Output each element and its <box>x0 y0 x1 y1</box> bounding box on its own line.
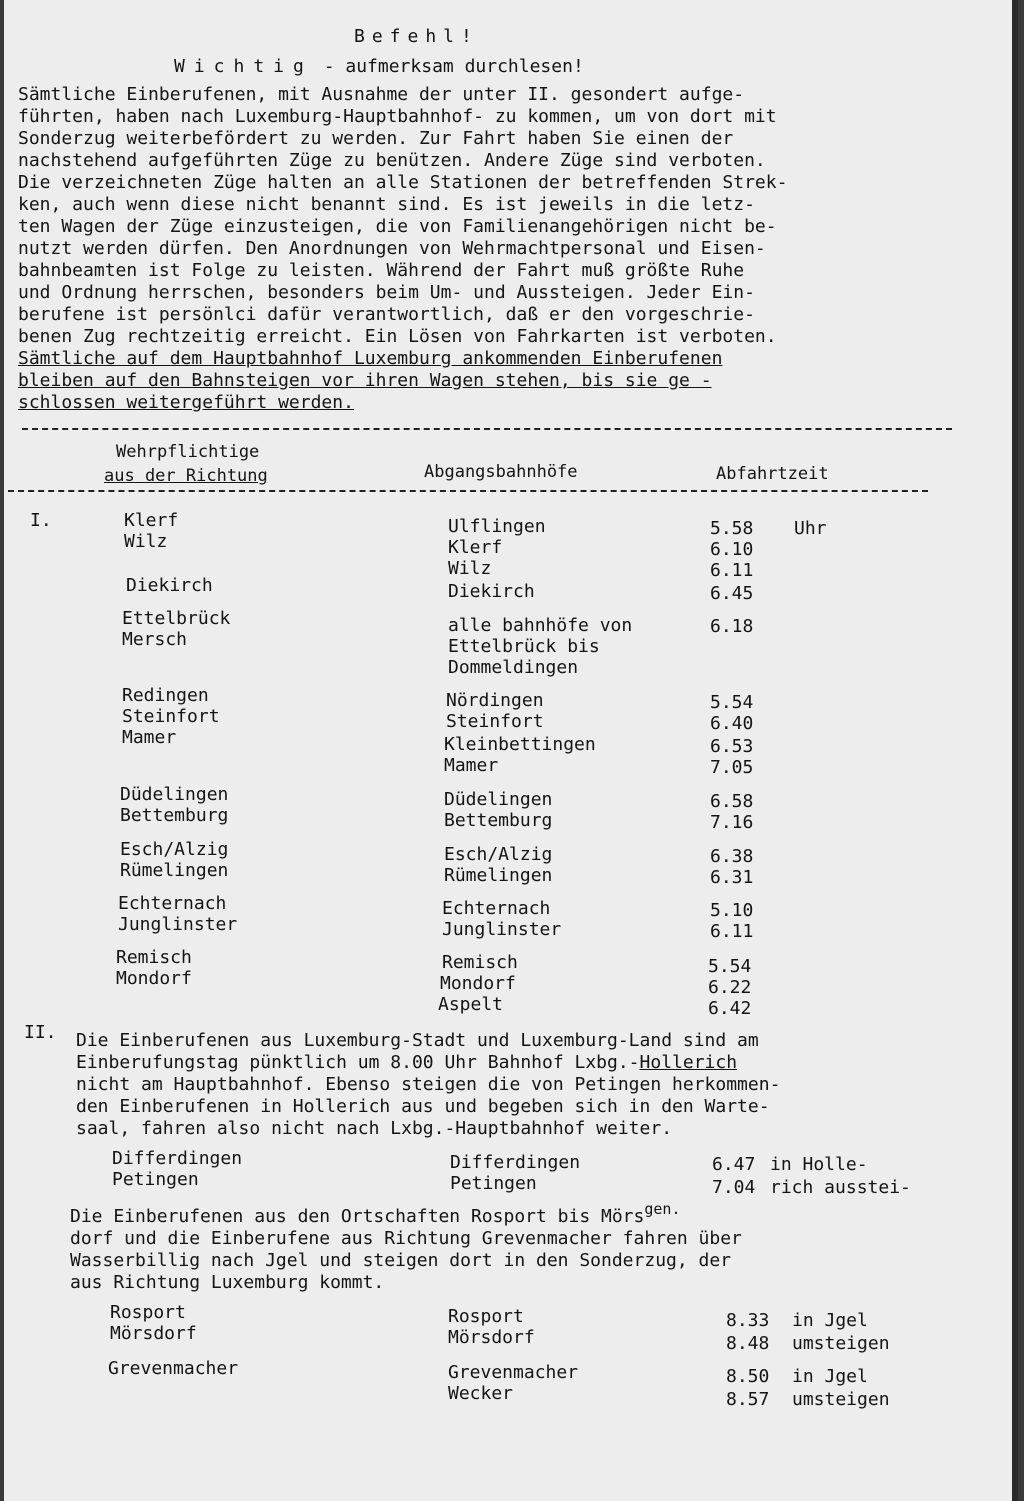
departure-time: 6.22 <box>708 977 752 998</box>
station-name: Mondorf <box>440 973 516 994</box>
intro-underlined-line: Sämtliche auf dem Hauptbahnhof Luxemburg ankommenden Einberufenen <box>18 348 723 369</box>
direction-name: Remisch <box>116 947 192 968</box>
time-note: umsteigen <box>792 1333 890 1354</box>
station-name: Aspelt <box>438 994 504 1015</box>
station-name: Diekirch <box>448 581 535 602</box>
intro-line: ten Wagen der Züge einzusteigen, die von Familienangehörigen nicht be- <box>18 216 777 237</box>
direction-name: Mondorf <box>116 968 192 989</box>
direction-name: Grevenmacher <box>108 1358 239 1379</box>
section-label: I. <box>30 510 52 531</box>
direction-name: Steinfort <box>122 706 220 727</box>
station-name: Grevenmacher <box>448 1362 579 1383</box>
departure-time: 6.10 <box>710 539 754 560</box>
header-col1-line1: Wehrpflichtige <box>116 442 260 462</box>
departure-time: 7.16 <box>710 812 754 833</box>
direction-name: Rosport <box>110 1302 186 1323</box>
hollerich-underlined: Hollerich <box>639 1052 738 1073</box>
station-name: Petingen <box>450 1173 537 1194</box>
intro-line: Die verzeichneten Züge halten an alle Stationen der betreffenden Strek- <box>18 172 788 193</box>
direction-name: Ettelbrück <box>122 608 231 629</box>
station-name: Differdingen <box>450 1152 581 1173</box>
subheading-emphasis: Wichtig <box>174 56 313 77</box>
intro-line: benen Zug rechtzeitig erreicht. Ein Lösen von Fahrkarten ist verboten. <box>18 326 777 347</box>
section3-paragraph <box>70 1200 970 1294</box>
header-col3: Abfahrtzeit <box>716 464 829 484</box>
document-sheet <box>4 0 1018 1501</box>
intro-line: ken, auch wenn diese nicht benannt sind. Es ist jeweils in die letz- <box>18 194 755 215</box>
section-label: II. <box>24 1022 57 1043</box>
station-name: Düdelingen <box>444 789 553 810</box>
departure-time: 8.33 <box>726 1310 770 1331</box>
section2-line: nicht am Hauptbahnhof. Ebenso steigen die von Petingen herkommen- <box>76 1074 781 1095</box>
departure-time: 6.53 <box>710 736 754 757</box>
station-name: Rümelingen <box>444 865 553 886</box>
document-heading: Befehl! <box>354 26 479 47</box>
intro-underlined-line: bleiben auf den Bahnsteigen vor ihren Wagen stehen, bis sie ge - <box>18 370 712 391</box>
station-name: Junglinster <box>442 919 562 940</box>
section3-line: aus Richtung Luxemburg kommt. <box>70 1272 385 1293</box>
header-col1-line2: aus der Richtung <box>104 466 268 486</box>
departure-time: 8.50 <box>726 1366 770 1387</box>
intro-line: nachstehend aufgeführten Züge zu benützen. Andere Züge sind verboten. <box>18 150 766 171</box>
departure-time: 6.31 <box>710 867 754 888</box>
departure-time: 8.48 <box>726 1333 770 1354</box>
direction-name: Mamer <box>122 727 177 748</box>
page-edge-shadow <box>1012 0 1018 1501</box>
departure-time: 6.11 <box>710 560 754 581</box>
section2-line: saal, fahren also nicht nach Lxbg.-Hauptbahnhof weiter. <box>76 1118 673 1139</box>
departure-time: 6.40 <box>710 713 754 734</box>
direction-name: Mersch <box>122 629 188 650</box>
station-name: Mörsdorf <box>448 1327 535 1348</box>
departure-time: 5.58 <box>710 518 754 539</box>
station-name: Ulflingen <box>448 516 546 537</box>
direction-name: Differdingen <box>112 1148 243 1169</box>
station-name: Klerf <box>448 537 503 558</box>
intro-line: führten, haben nach Luxemburg-Hauptbahnhof- zu kommen, um von dort mit <box>18 106 777 127</box>
departure-time: 6.11 <box>710 921 754 942</box>
departure-time: 6.38 <box>710 846 754 867</box>
intro-line: berufene ist persönlci dafür verantwortlich, daß er den vorgeschrie- <box>18 304 755 325</box>
direction-name: Klerf <box>124 510 179 531</box>
time-note: umsteigen <box>792 1389 890 1410</box>
departure-time: 7.05 <box>710 757 754 778</box>
section3-line: Wasserbillig nach Jgel und steigen dort in den Sonderzug, der <box>70 1250 732 1271</box>
departure-time: 6.47 <box>712 1154 756 1175</box>
document-subheading <box>174 56 584 77</box>
intro-line: nutzt werden dürfen. Den Anordnungen von Wehrmachtpersonal und Eisen- <box>18 238 766 259</box>
dashed-rule-header <box>8 490 928 492</box>
departure-time: 8.57 <box>726 1389 770 1410</box>
section3-line: Die Einberufenen aus den Ortschaften Rosport bis Mörs$^{gen.}$ <box>70 1200 681 1227</box>
direction-name: Wilz <box>124 531 168 552</box>
intro-line: bahnbeamten ist Folge zu leisten. Während der Fahrt muß größte Ruhe <box>18 260 745 281</box>
direction-name: Düdelingen <box>120 784 229 805</box>
intro-line: Sonderzug weiterbefördert zu werden. Zur Fahrt haben Sie einen der <box>18 128 734 149</box>
station-name: Nördingen <box>446 690 544 711</box>
station-name: Kleinbettingen <box>444 734 596 755</box>
direction-name: Petingen <box>112 1169 199 1190</box>
direction-name: Redingen <box>122 685 209 706</box>
time-note: in Jgel <box>792 1310 868 1331</box>
time-note: in Jgel <box>792 1366 868 1387</box>
time-unit: Uhr <box>794 518 827 539</box>
intro-line: Sämtliche Einberufenen, mit Ausnahme der unter II. gesondert aufge- <box>18 84 745 105</box>
station-name: Mamer <box>444 755 499 776</box>
intro-underlined-line: schlossen weitergeführt werden. <box>18 392 354 413</box>
departure-time: 5.10 <box>710 900 754 921</box>
station-name: Ettelbrück bis <box>448 636 600 657</box>
departure-time: 6.45 <box>710 583 754 604</box>
direction-name: Diekirch <box>126 575 213 596</box>
station-name: alle bahnhöfe von <box>448 615 633 636</box>
station-name: Wilz <box>448 558 492 579</box>
direction-name: Mörsdorf <box>110 1323 197 1344</box>
station-name: Wecker <box>448 1383 514 1404</box>
direction-name: Bettemburg <box>120 805 229 826</box>
departure-time: 7.04 <box>712 1177 756 1198</box>
intro-paragraph <box>18 84 1003 414</box>
direction-name: Rümelingen <box>120 860 229 881</box>
note-continuation: gen. <box>644 1200 681 1218</box>
intro-line: und Ordnung herrschen, besonders beim Um- und Aussteigen. Jeder Ein- <box>18 282 755 303</box>
station-name: Bettemburg <box>444 810 553 831</box>
time-note: in Holle- <box>770 1154 868 1175</box>
departure-time: 5.54 <box>708 956 752 977</box>
station-name: Steinfort <box>446 711 544 732</box>
station-name: Echternach <box>442 898 551 919</box>
station-name: Remisch <box>442 952 518 973</box>
section2-paragraph <box>76 1030 976 1140</box>
section2-line: Die Einberufenen aus Luxemburg-Stadt und Luxemburg-Land sind am <box>76 1030 759 1051</box>
dashed-rule-top <box>22 428 952 430</box>
direction-name: Esch/Alzig <box>120 839 229 860</box>
direction-name: Echternach <box>118 893 227 914</box>
subheading-rest: - aufmerksam durchlesen! <box>312 56 584 77</box>
departure-time: 6.42 <box>708 998 752 1019</box>
departure-time: 5.54 <box>710 692 754 713</box>
station-name: Rosport <box>448 1306 524 1327</box>
station-name: Dommeldingen <box>448 657 579 678</box>
time-note: rich ausstei- <box>770 1177 911 1198</box>
section2-line: den Einberufenen in Hollerich aus und begeben sich in den Warte- <box>76 1096 770 1117</box>
section3-line: dorf und die Einberufene aus Richtung Grevenmacher fahren über <box>70 1228 742 1249</box>
header-col2: Abgangsbahnhöfe <box>424 462 578 482</box>
section2-line: Einberufungstag pünktlich um 8.00 Uhr Bahnhof Lxbg.-Hollerich <box>76 1052 738 1073</box>
departure-time: 6.18 <box>710 616 754 637</box>
station-name: Esch/Alzig <box>444 844 553 865</box>
departure-time: 6.58 <box>710 791 754 812</box>
direction-name: Junglinster <box>118 914 238 935</box>
